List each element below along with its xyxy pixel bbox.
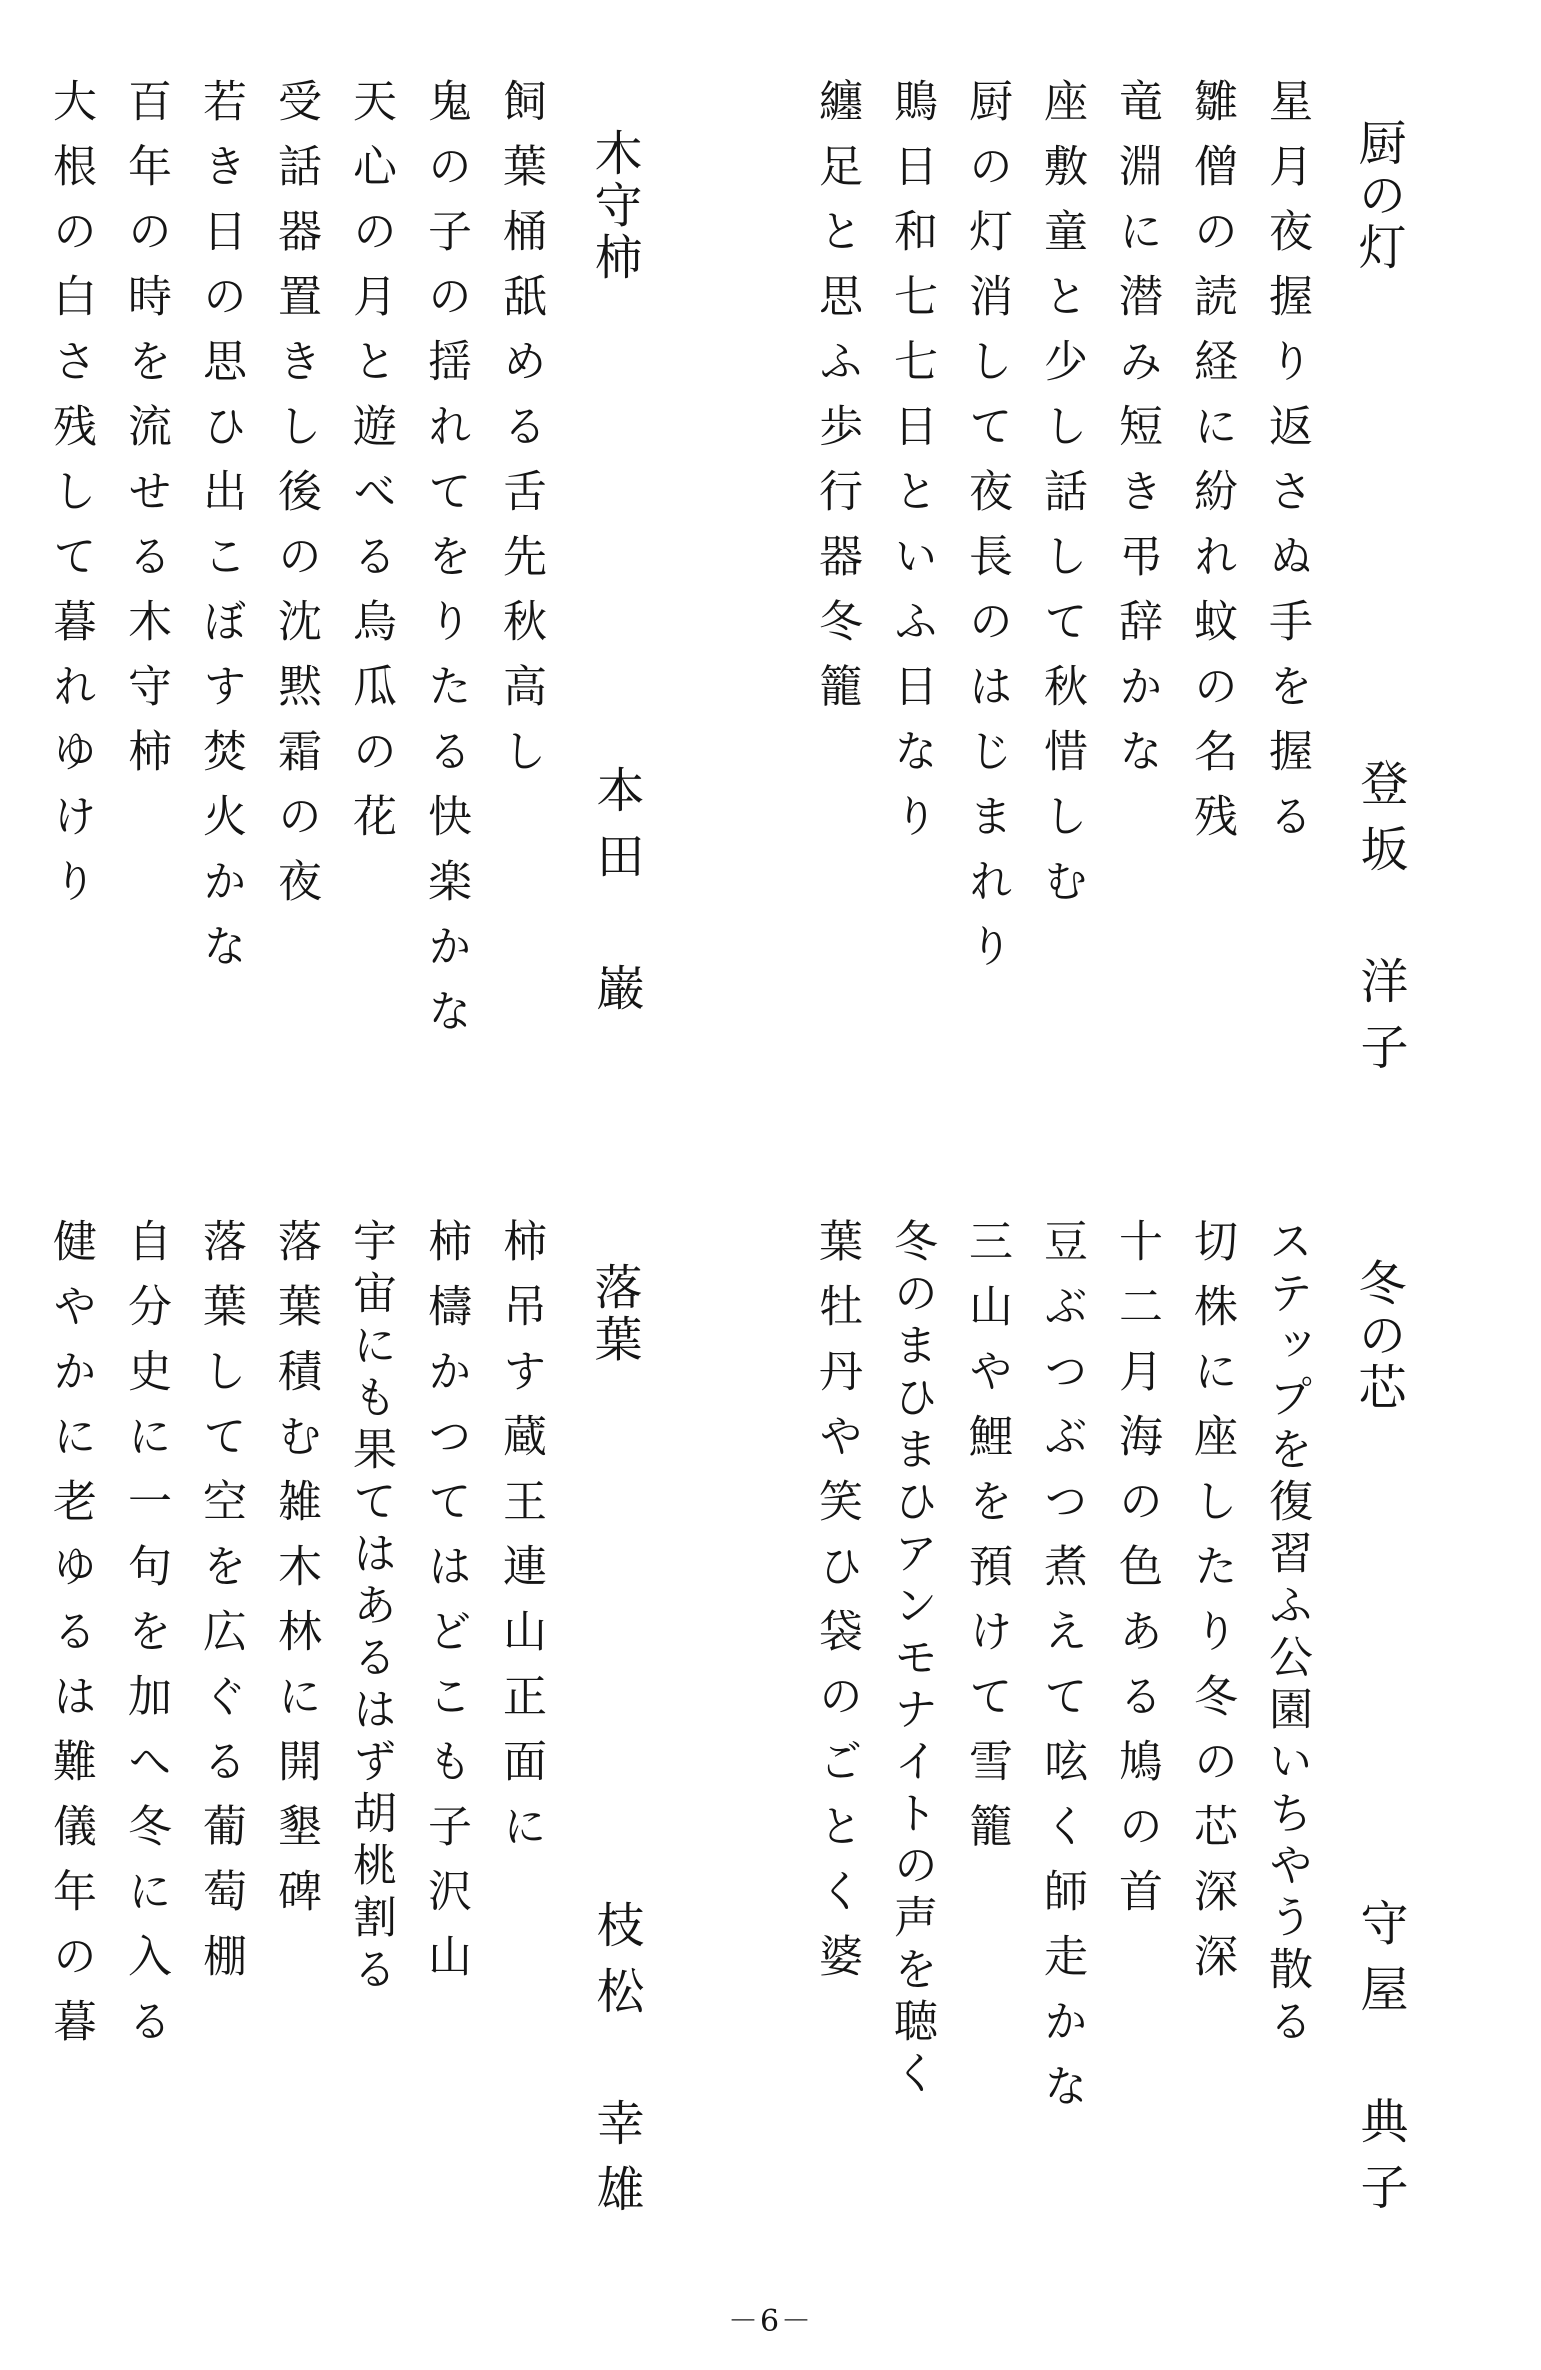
haiku-line: 切株に座したり冬の芯深深 bbox=[1186, 1218, 1237, 1998]
haiku-line: 百年の時を流せる木守柿 bbox=[120, 78, 171, 793]
section-author: 守屋 典子 bbox=[1352, 1898, 1408, 2228]
haiku-line: 厨の灯消して夜長のはじまれり bbox=[961, 78, 1012, 988]
haiku-line: 葉牡丹や笑ひ袋のごとく婆 bbox=[811, 1218, 862, 1998]
haiku-line: 豆ぶつぶつ煮えて呟く師走かな bbox=[1036, 1218, 1087, 2128]
haiku-line: 十二月海の色ある鳩の首 bbox=[1111, 1218, 1162, 1933]
haiku-line: 三山や鯉を預けて雪籠 bbox=[961, 1218, 1012, 1868]
haiku-line: 柿檮かつてはどこも子沢山 bbox=[420, 1218, 471, 1998]
haiku-line: 座敷童と少し話して秋惜しむ bbox=[1036, 78, 1087, 923]
haiku-line: 星月夜握り返さぬ手を握る bbox=[1261, 78, 1312, 858]
section-author: 登坂 洋子 bbox=[1352, 758, 1408, 1088]
haiku-line: 纏足と思ふ歩行器冬籠 bbox=[811, 78, 862, 728]
haiku-line: 健やかに老ゆるは難儀年の暮 bbox=[45, 1218, 96, 2063]
section-title: 冬の芯 bbox=[1350, 1258, 1406, 1414]
haiku-line: 受話器置きし後の沈黙霜の夜 bbox=[270, 78, 321, 923]
page-number: －6－ bbox=[727, 2304, 814, 2339]
haiku-line: 天心の月と遊べる烏瓜の花 bbox=[345, 78, 396, 858]
section-title: 木守柿 bbox=[586, 128, 642, 284]
haiku-line: 落葉して空を広ぐる葡萄棚 bbox=[195, 1218, 246, 1998]
haiku-line: 鬼の子の揺れてをりたる快楽かな bbox=[420, 78, 471, 1053]
haiku-line: 落葉積む雑木林に開墾碑 bbox=[270, 1218, 321, 1933]
section-title: 厨の灯 bbox=[1350, 118, 1406, 274]
haiku-line: 大根の白さ残して暮れゆけり bbox=[45, 78, 96, 923]
haiku-line: 柿吊す蔵王連山正面に bbox=[495, 1218, 546, 1868]
haiku-line: 冬のまひまひアンモナイトの声を聴く bbox=[886, 1218, 937, 2102]
haiku-line: 若き日の思ひ出こぼす焚火かな bbox=[195, 78, 246, 988]
section-author: 枝松 幸雄 bbox=[588, 1900, 644, 2230]
haiku-line: 自分史に一句を加へ冬に入る bbox=[120, 1218, 171, 2063]
section-title: 落葉 bbox=[586, 1262, 642, 1366]
haiku-line: 竜淵に潜み短き弔辞かな bbox=[1111, 78, 1162, 793]
haiku-line: 鵙日和七七日といふ日なり bbox=[886, 78, 937, 858]
haiku-line: ステップを復習ふ公園いちやう散る bbox=[1261, 1218, 1312, 2050]
haiku-line: 飼葉桶舐める舌先秋高し bbox=[495, 78, 546, 793]
haiku-line: 雛僧の読経に紛れ蚊の名残 bbox=[1186, 78, 1237, 858]
haiku-line: 宇宙にも果てはあるはず胡桃割る bbox=[345, 1218, 396, 1998]
section-author: 本田 巌 bbox=[588, 765, 644, 1029]
